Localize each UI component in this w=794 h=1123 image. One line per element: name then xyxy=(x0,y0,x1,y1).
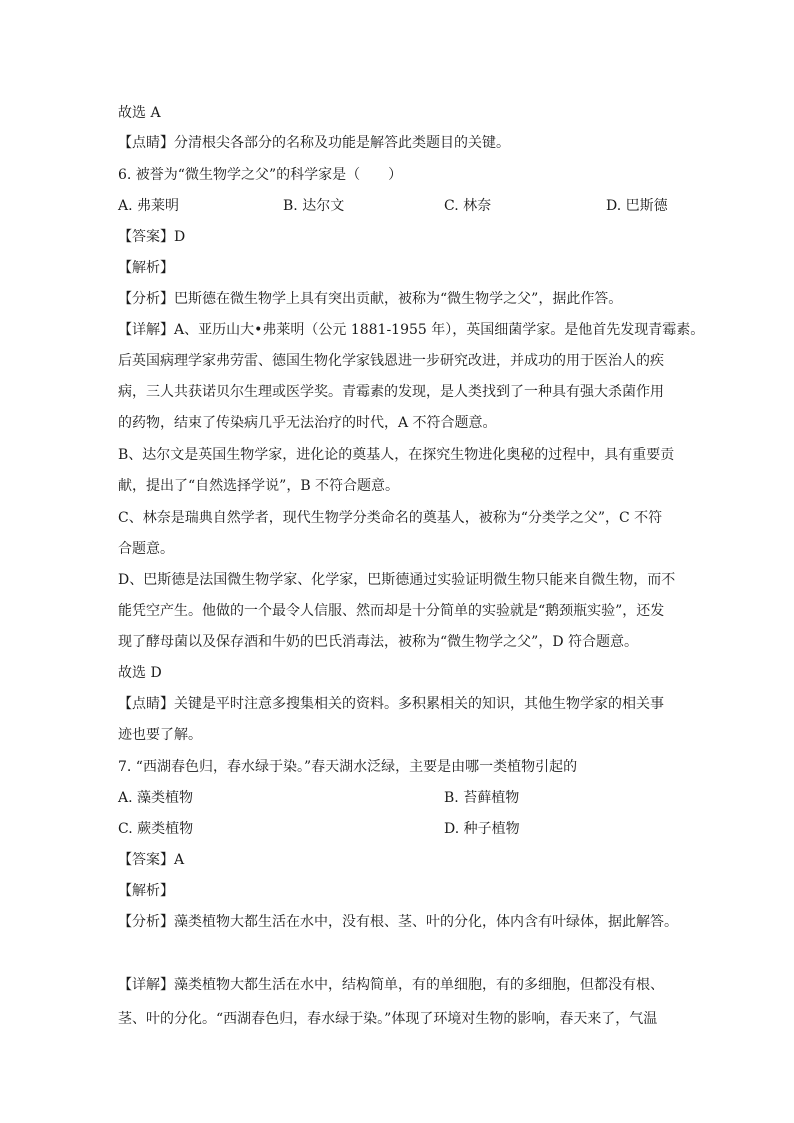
q6-dianjing-2: 迹也要了解。 xyxy=(118,727,202,743)
q6-c-2: 合题意。 xyxy=(118,541,174,557)
q7-option-c: C. 蕨类植物 xyxy=(118,821,194,837)
q6-jiexi: 【解析】 xyxy=(118,260,174,276)
q7-option-a: A. 藻类植物 xyxy=(118,790,194,806)
q6-b-2: 献，提出了“自然选择学说”，B 不符合题意。 xyxy=(118,478,400,494)
question-6-stem: 6. 被誉为“微生物学之父”的科学家是（ ） xyxy=(118,167,403,183)
q6-xiangjie-3: 病，三人共获诺贝尔生理或医学奖。青霉素的发现，是人类找到了一种具有强大杀菌作用 xyxy=(118,384,664,400)
q6-xiangjie-4: 的药物，结束了传染病几乎无法治疗的时代，A 不符合题意。 xyxy=(118,415,497,431)
q6-answer: 【答案】D xyxy=(118,229,186,245)
q6-d-3: 现了酵母菌以及保存酒和牛奶的巴氏消毒法，被称为“微生物学之父”，D 符合题意。 xyxy=(118,634,638,650)
q6-dianjing-1: 【点睛】关键是平时注意多搜集相关的资料。多积累相关的知识，其他生物学家的相关事 xyxy=(118,696,664,712)
q6-option-d: D. 巴斯德 xyxy=(606,198,668,214)
q7-fenxi: 【分析】藻类植物大都生活在水中，没有根、茎、叶的分化，体内含有叶绿体，据此解答。 xyxy=(118,914,678,930)
q6-b-1: B、达尔文是英国生物学家，进化论的奠基人，在探究生物进化奥秘的过程中，具有重要贡 xyxy=(118,447,675,463)
q7-xiangjie-1: 【详解】藻类植物大都生活在水中，结构简单，有的单细胞，有的多细胞，但都没有根、 xyxy=(118,977,664,993)
question-7-stem: 7. “西湖春色归，春水绿于染。”春天湖水泛绿，主要是由哪一类植物引起的 xyxy=(118,759,578,775)
q7-option-d: D. 种子植物 xyxy=(444,821,520,837)
q6-option-a: A. 弗莱明 xyxy=(118,198,180,214)
q7-option-b: B. 苔藓植物 xyxy=(444,790,520,806)
q7-xiangjie-2: 茎、叶的分化。“西湖春色归，春水绿于染。”体现了环境对生物的影响，春天来了，气温 xyxy=(118,1011,658,1027)
q6-d-2: 能凭空产生。他做的一个最令人信服、然而却是十分简单的实验就是“鹅颈瓶实验”，还发 xyxy=(118,603,665,619)
q6-fenxi: 【分析】巴斯德在微生物学上具有突出贡献，被称为“微生物学之父”，据此作答。 xyxy=(118,291,623,307)
dianjing-line: 【点睛】分清根尖各部分的名称及功能是解答此类题目的关键。 xyxy=(118,135,510,151)
q6-d-1: D、巴斯德是法国微生物学家、化学家，巴斯德通过实验证明微生物只能来自微生物，而不 xyxy=(118,572,676,588)
q6-xiangjie-2: 后英国病理学家弗劳雷、德国生物化学家钱恩进一步研究改进，并成功的用于医治人的疾 xyxy=(118,353,664,369)
q6-select: 故选 D xyxy=(118,665,162,681)
q7-jiexi: 【解析】 xyxy=(118,883,174,899)
q6-option-c: C. 林奈 xyxy=(444,198,492,214)
q7-answer: 【答案】A xyxy=(118,852,185,868)
q6-option-b: B. 达尔文 xyxy=(283,198,345,214)
select-line: 故选 A xyxy=(118,105,161,121)
q6-xiangjie-1: 【详解】A、亚历山大•弗莱明（公元 1881-1955 年），英国细菌学家。是他首先发现青霉素。 xyxy=(118,322,705,338)
q6-c-1: C、林奈是瑞典自然学者，现代生物学分类命名的奠基人，被称为“分类学之父”，C 不符 xyxy=(118,510,663,526)
